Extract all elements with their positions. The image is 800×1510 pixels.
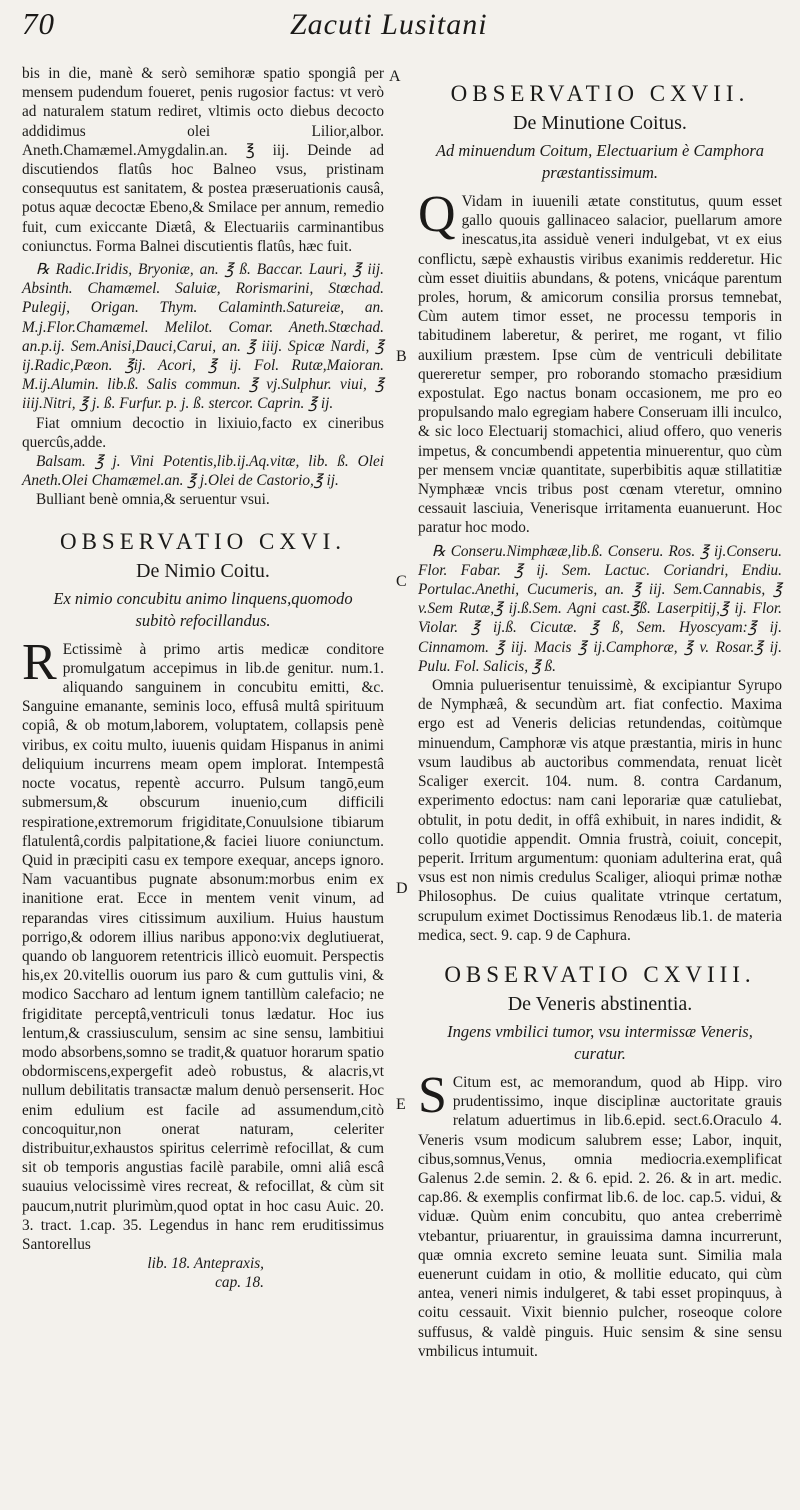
recipe-paragraph: ℞ Conseru.Nimphææ,lib.ß. Conseru. Ros. ℥ ij.Conseru. Flor. Fabar. ℥ ij. Sem. Lactuc. Coriandri, Endiu. Portulac.Anethi, Cucumeris, an. ℥ iij. Sem.Cannabis, ℥ v.Sem Rutæ,℥ ij.ß.Sem. Agni cast.℥ß. Laserpitij,℥ ij. Flor. Violar. ℥ ij.ß. Cicutæ. ℥ ß, Sem. Hyoscyam:℥ ij. Cinnamom. ℥ iij. Macis ℥ ij.Camphoræ, ℥ v. Rosar.℥ ij. Pulu. Fol. Salicis, ℥ ß. xyxy=(418,542,782,675)
recipe-paragraph: ℞ Radic.Iridis, Bryoniæ, an. ℥ ß. Baccar. Lauri, ℥ iij. Absinth. Chamæmel. Saluiæ, Rorismarini, Stœchad. Pulegij, Origan. Thym. Calaminth.Satureiæ, an. M.j.Flor.Chamæmel. Melilot. Comar. Aneth.Stœchad. an.p.ij. Sem.Anisi,Dauci,Carui, an. ℥ iiij. Spicæ Nardi, ℥ ij.Radic,Pæon. ℥ij. Acori, ℥ ij. Fol. Rutæ,Maioran. M.ij.Alumin. lib.ß. Salis commun. ℥ vj.Sulphur. viui, ℥ iiij.Nitri, ℥ j. ß. Furfur. p. j. ß. stercor. Caprin. ℥ ij. xyxy=(22,261,384,413)
observation-body-text: Ectissimè à primo artis medicæ conditore promulgatum accepimus in lib.de genitur. num.1. aliquando sanguinem in concubitu emitti, &c. Sanguine emanante, seminis loco, effusâ multâ spirituum copiâ, & ob motum,laborem, voluptatem, collapsis penè viribus, ex coitu multo, iuuenis quidam Hispanus in animi deliquium incurrens meam opem implorat. Intempestâ nocte vocatus, repentè accurro. Pulsum tangō,eum submersum,& obscurum inuenio,cum difficili respiratione,extremorum frigiditate,Conuulsione tibiarum flatulentâ,cordis palpitatione,& faciei liuore coniunctum. Quid in præcipiti casu ex tempore exequar, anceps ignoro. Nam vacuantibus pugnate absonum:morbus enim ex inanitione erat. Ecce in mentem venit vinum, ad reparandas vires citissimum auxilium. Huius haustum porrigo,& odorem illius naribus appono:vix deglutiuerat, quando ob languorem retentricis illicò euomuit. Perspectis his,ex 20.vitellis ouorum ius paro & cum guttulis vini, & modico Sacchаro ad lentum ignem tantillùm calefacio; ne frigiditate perceptâ,ventriculi tonus lædatur. Hoc ius lentum,& crassiusculum, sensim ac sine sensu, lambitiui modo absorbens,somno se tradit,& quatuor horarum spatio obdormiscens,expergefit adeò robustus, & alacris,vt nullum debilitatis transactæ malum denuò persenserit. Hoc enim edulium est facile ad assumendum,citò concoquitur,non onerat naturam, celeriter distribuitur,exhaustos spiritus celerrimè refocillat, & cum sit ob temporis angustias facilè parabile, omni aliâ escâ suauius velocissimè vires recreat, & refocillat, & cùm sit paucum,nutrit plurimùm,quod optat in hoc casu Auic. 20. 3. tract. 1.cap. 35. Legendus in hanc rem eruditissimus Santorellus xyxy=(22,640,384,1253)
observation-body xyxy=(418,186,782,538)
reference-line: lib. 18. Antepraxis, xyxy=(147,1255,264,1273)
observation-title: OBSERVATIO CXVI. xyxy=(59,528,347,554)
right-column xyxy=(418,80,782,1361)
observation-lead: Ex nimio concubitu animo linquens,quomodo subitò refocillandus. xyxy=(53,588,353,630)
observation-subtitle: De Nimio Coitu. xyxy=(136,559,270,582)
opening-paragraph: bis in die, manè & serò semihoræ spatio spongiâ per mensem pudendum foueret, penis rugosior factus: vt verò ad naturalem statum rediret, vltimis octo diebus decocto addidimus olei Lilior,albor. Aneth.Chamæmel.Amygdalin.an. ℥ iij. Deinde ad discutiendos flatûs hoc Balneo vsus, pristinam consequutus est sanitatem, & postea præseruationis causâ, potus aquæ decoctæ Ebeno,& Smilace per annum, remedio fuit, cum exiccante Diætâ, & Electuariis carminantibus coniunctus. Forma Balnei discutientis flatûs, hæc fuit. xyxy=(22,65,384,255)
margin-letter-d: D xyxy=(396,880,408,897)
running-title: Zacuti Lusitani xyxy=(290,8,488,41)
instruction-paragraph: Bulliant benè omnia,& seruentur vsui. xyxy=(36,491,270,509)
observation-lead: Ad minuendum Coitum, Electuarium è Camphora præstantissimum. xyxy=(435,141,765,182)
left-column xyxy=(22,64,384,1292)
observation-title: OBSERVATIO CXVIII. xyxy=(444,961,756,987)
margin-letter-b: B xyxy=(396,348,407,365)
reference-citation xyxy=(22,1254,264,1292)
observation-subtitle: De Veneris abstinentia. xyxy=(507,992,693,1015)
margin-letter-a: A xyxy=(389,68,401,85)
recipe-paragraph: Balsam. ℥ j. Vini Potentis,lib.ij.Aq.vitæ, lib. ß. Olei Aneth.Olei Chamæmel.an. ℥ j.Olei de Castorio,℥ ij. xyxy=(22,453,384,490)
margin-letter-c: C xyxy=(396,573,407,590)
observation-body xyxy=(22,633,384,1255)
observation-subtitle: De Minutione Coitus. xyxy=(513,112,687,134)
observation-body-text: Vidam in iuuenili ætate constitutus, quum esset gallo quouis gallinaceo salacior, puellarum amore inescatus,ita assiduè veneri indulgebat, vt ex eius conflictu, sæpè exhaustis viribus exanimis redderetur. Hic cùm esset diuitiis abundans, & potens, vnicáque parentum proles, horum, & amicorum consilia prorsus temnebat, Cùm autem timor esset, ne processu temporis in tabitudinem laberetur, & periret, me rogant, vt filio auxilium præstem. Ipse cùm de ventriculi debilitate quereretur semper, pro roborando stomacho præsidium expostulat. Ego nactus bonam occasionem, me pro eo propulsando malo egregiam habere Conseruam illi inculco, & sic loco Electuarij stomachici, aliud offero, quo veneris impetus, & concumbendi appetentia minuerentur, quo cùm per mensem vnciæ quantitate, superbibitis aquæ stillatitiæ Nymphææ vncis tribus post cœnam vteretur, omnino cessauit lasciuia, Venerisque irritamenta euanuerunt. Hoc paratur hoc modo. xyxy=(418,193,782,537)
observation-body-text: Citum est, ac memorandum, quod ab Hipp. viro prudentissimo, inque disciplinæ auctoritate grauis relatum aduertimus in lib.6.epid. sect.6.Oraculo 4. Veneris vsum modicum salubrem esse; Labor, inquit, cibus,somnus,Venus, omnia mediocria.exemplificat Galenus 2.de semin. 2. & 6. epid. 2. 26. & in art. medic. cap.86. & exemplis confirmat lib.6. de loc. cap.5. vidui, & viduæ. Quùm enim concubitu, quo antea creberrimè vtebantur, priuarentur, in grauissima damna incurrerunt, quæ omnia excreto semine leuata sunt. Similia mala euenerunt cuidam in otio, & mollitie educato, qui cùm antea, veneri nimis indulgeret, & tabi esset propinquus, à coitu cessauit. Vixit biennio pulcher, roseoque colore suffusus, & valdè pinguis. Huic sensim & sine sensu vmbilicus intumuit. xyxy=(418,1073,782,1360)
margin-letter-e: E xyxy=(396,1096,406,1113)
page-number: 70 xyxy=(22,6,55,41)
observation-title: OBSERVATIO CXVII. xyxy=(450,81,750,106)
drop-cap: Q xyxy=(418,186,456,243)
observation-lead: Ingens vmbilici tumor, vsu intermissæ Veneris, curatur. xyxy=(447,1021,753,1063)
instruction-paragraph: Fiat omnium decoctio in lixiuio,facto ex cineribus quercûs,adde. xyxy=(22,414,384,451)
drop-cap: S xyxy=(418,1066,447,1124)
reference-line: cap. 18. xyxy=(215,1274,264,1292)
observation-body-continued: Omnia puluerisentur tenuissimè, & excipiantur Syrupo de Nymphæâ, & secundùm art. fiat confectio. Maxima ergo est ad Veneris delicias retundendas, coitùmque minuendum, Camphoræ vis atque præstantia, miris in hunc vsum laudibus ab auctoribus commendata, renuat licèt Scaliger exercit. 104. num. 8. contra Cardanum, experimento edoctus: nam cani leporariæ quæ catuliebat, obtulit, in potu dedit, in offâ exhibuit, in nares indidit, & collo quotidie appendit. Omnia frustrà, coiuit, concepit, peperit. Irritum argumentum: quoniam adulterina erat, quâ vsus est non nimis credulus Scaliger, alioqui primæ nothæ Philosophus. De cuius qualitate vtrinque certatum, scrupulum eximet Doctissimus Renodæus lib.1. de materia medica, sect. 9. cap. 9 de Caphura. xyxy=(418,677,782,944)
drop-cap: R xyxy=(22,633,57,691)
observation-body xyxy=(418,1066,782,1361)
